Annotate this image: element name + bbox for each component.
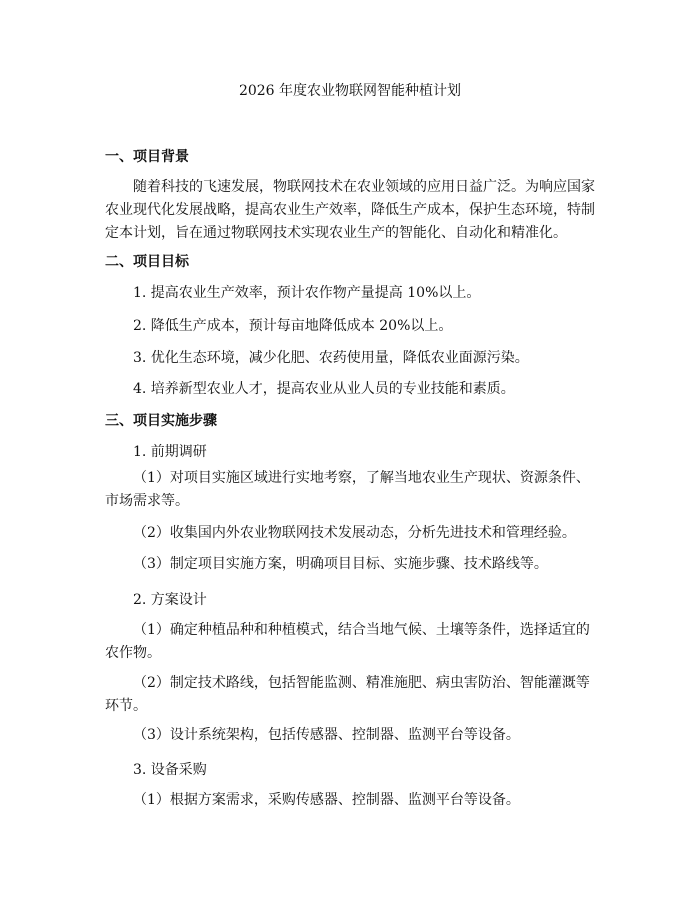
step-2-sub-1: （1）确定种植品种和种植模式，结合当地气候、土壤等条件，选择适宜的农作物。 (105, 622, 590, 661)
step-2-sub-3: （3）设计系统架构，包括传感器、控制器、监测平台等设备。 (133, 727, 520, 743)
document-title: 2026 年度农业物联网智能种植计划 (238, 83, 462, 99)
goal-item-2: 2. 降低生产成本，预计每亩地降低成本 20%以上。 (133, 318, 453, 334)
step-label-3: 3. 设备采购 (133, 762, 207, 778)
step-1-sub-2: （2）收集国内外农业物联网技术发展动态，分析先进技术和管理经验。 (133, 525, 576, 541)
section-heading-goals: 二、项目目标 (105, 254, 189, 270)
step-1-sub-3: （3）制定项目实施方案，明确项目目标、实施步骤、技术路线等。 (133, 556, 548, 572)
step-label-2: 2. 方案设计 (133, 592, 207, 608)
step-2-sub-2: （2）制定技术路线，包括智能监测、精准施肥、病虫害防治、智能灌溉等环节。 (105, 675, 590, 714)
step-label-1: 1. 前期调研 (133, 444, 207, 460)
goal-item-3: 3. 优化生态环境，减少化肥、农药使用量，降低农业面源污染。 (133, 350, 529, 366)
section-paragraph-background: 随着科技的飞速发展，物联网技术在农业领域的应用日益广泛。为响应国家农业现代化发展战略，提高农业生产效率，降低生产成本，保护生态环境，特制定本计划，旨在通过物联网技术实现农业生产的智能化、自动化和精准化。 (105, 179, 595, 241)
section-heading-background: 一、项目背景 (105, 149, 189, 165)
step-3-sub-1: （1）根据方案需求，采购传感器、控制器、监测平台等设备。 (133, 792, 520, 808)
section-heading-steps: 三、项目实施步骤 (105, 413, 217, 429)
goal-item-4: 4. 培养新型农业人才，提高农业从业人员的专业技能和素质。 (133, 381, 515, 397)
goal-item-1: 1. 提高农业生产效率，预计农作物产量提高 10%以上。 (133, 285, 481, 301)
step-1-sub-1: （1）对项目实施区域进行实地考察，了解当地农业生产现状、资源条件、市场需求等。 (105, 470, 590, 509)
